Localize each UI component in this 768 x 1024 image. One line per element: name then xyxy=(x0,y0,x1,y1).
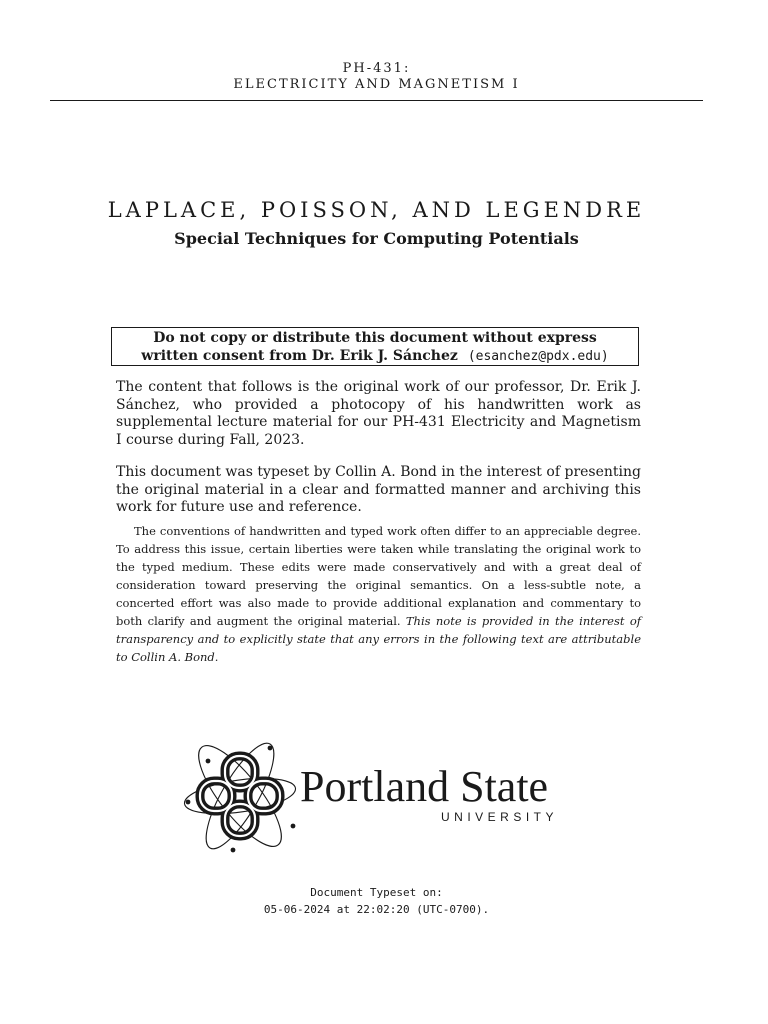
notice-author: written consent from Dr. Erik J. Sánchez xyxy=(141,348,458,364)
conventions-note xyxy=(116,522,641,666)
document-subtitle: Special Techniques for Computing Potentials xyxy=(174,229,579,248)
notice-line-1: Do not copy or distribute this document without express xyxy=(153,330,597,346)
copyright-notice xyxy=(111,327,639,366)
notice-email: (esanchez@pdx.edu) xyxy=(467,349,609,364)
notice-line-2 xyxy=(112,347,638,366)
intro-paragraph: The content that follows is the original work of our professor, Dr. Erik J. Sánchez, who provided a photocopy of his handwritten work as supplemental lecture material for our PH-431 Electricity and Magnetism I course during Fall, 2023. xyxy=(116,379,641,448)
header-rule xyxy=(50,100,703,101)
course-header xyxy=(50,61,703,93)
typeset-paragraph: This document was typeset by Collin A. Bond in the interest of presenting the original material in a clear and formatted manner and archiving this work for future use and reference. xyxy=(116,464,641,515)
transparency-note: This note is provided in the interest of transparency and to explicitly state that any errors in the following text are attributable to Collin A. Bond. xyxy=(116,614,642,664)
document-title: LAPLACE, POISSON, AND LEGENDRE xyxy=(107,198,646,222)
typeset-label: Document Typeset on: xyxy=(310,886,443,899)
conventions-text: The conventions of handwritten and typed work often differ to an appreciable degree. To address this issue, certain liberties were taken while translating the original work to the typed medium. These edits were made conservatively and with a great deal of consideration toward preserving the original semantics. On a less-subtle note, a concerted effort was also made to provide additional explanation and commentary to both clarify and augment the original material. xyxy=(116,524,641,628)
course-code: PH-431: xyxy=(342,61,411,76)
typeset-info xyxy=(50,884,703,918)
course-name: ELECTRICITY AND MAGNETISM I xyxy=(233,77,520,92)
logo-wordmark: Portland State xyxy=(300,762,549,811)
logo-subtitle: UNIVERSITY xyxy=(441,810,559,824)
typeset-date: 05-06-2024 at 22:02:20 (UTC-0700). xyxy=(263,903,490,916)
